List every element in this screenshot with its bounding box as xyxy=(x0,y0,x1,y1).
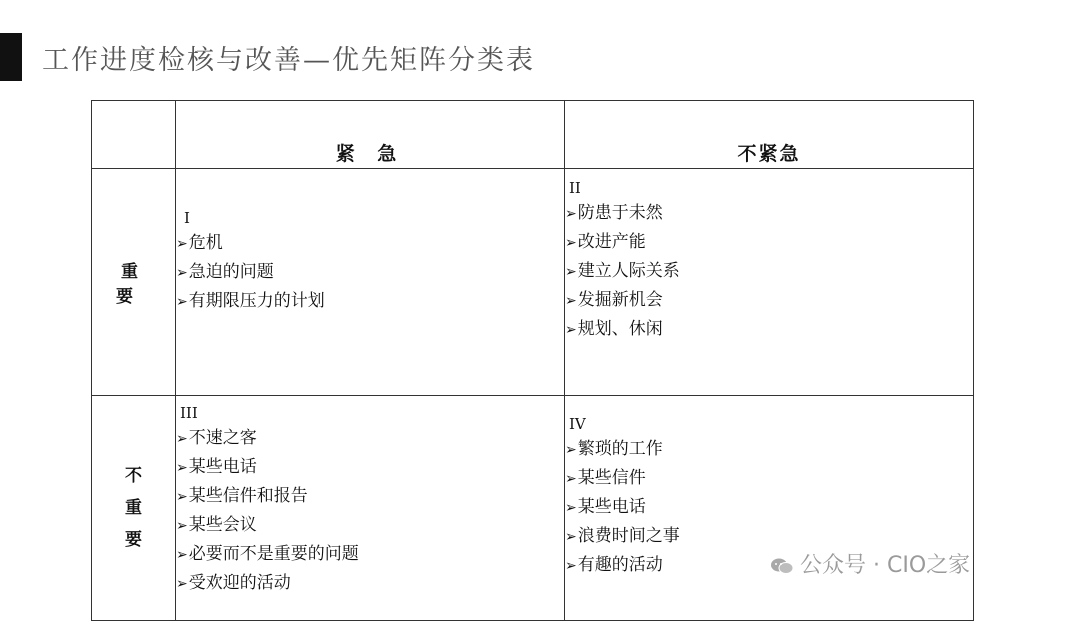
quadrant-4-item xyxy=(565,493,973,522)
header-row xyxy=(92,101,974,169)
watermark-text: 公众号 · CIO之家 xyxy=(800,553,971,578)
page-title: 工作进度检核与改善—优先矩阵分类表 xyxy=(42,45,535,76)
quadrant-1-numeral: I xyxy=(184,209,190,227)
quadrant-4-item xyxy=(565,464,973,493)
arrow-bullet-icon: ➢ xyxy=(176,431,188,447)
item-text: 有期限压力的计划 xyxy=(188,291,325,311)
item-text: 规划、休闲 xyxy=(577,319,663,339)
arrow-bullet-icon: ➢ xyxy=(176,576,188,592)
item-text: 防患于未然 xyxy=(577,203,663,223)
item-text: 改进产能 xyxy=(577,232,646,252)
quadrant-4 xyxy=(565,396,974,621)
quadrant-2-item xyxy=(565,257,973,286)
quadrant-4-numeral: IV xyxy=(569,415,586,433)
wechat-icon xyxy=(770,557,794,575)
watermark xyxy=(770,548,970,579)
header-urgent-cell xyxy=(176,101,565,169)
arrow-bullet-icon: ➢ xyxy=(565,235,577,251)
arrow-bullet-icon: ➢ xyxy=(565,264,577,280)
arrow-bullet-icon: ➢ xyxy=(565,442,577,458)
priority-matrix-table xyxy=(91,100,974,621)
arrow-bullet-icon: ➢ xyxy=(176,489,188,505)
quadrant-2-item xyxy=(565,199,973,228)
item-text: 某些信件 xyxy=(577,468,646,488)
quadrant-2-item xyxy=(565,228,973,257)
arrow-bullet-icon: ➢ xyxy=(565,471,577,487)
important-row xyxy=(92,169,974,396)
quadrant-3-item xyxy=(176,453,564,482)
arrow-bullet-icon: ➢ xyxy=(176,460,188,476)
item-text: 危机 xyxy=(188,233,223,253)
row-label-not-important: 不重要 xyxy=(92,396,176,621)
quadrant-4-item xyxy=(565,435,973,464)
item-text: 浪费时间之事 xyxy=(577,526,680,546)
item-text: 急迫的问题 xyxy=(188,262,274,282)
quadrant-3-item xyxy=(176,569,564,598)
corner-cell xyxy=(92,101,176,169)
arrow-bullet-icon: ➢ xyxy=(176,236,188,252)
quadrant-2-item xyxy=(565,315,973,344)
quadrant-3-numeral: III xyxy=(180,404,198,422)
item-text: 某些信件和报告 xyxy=(188,486,308,506)
item-text: 某些电话 xyxy=(188,457,257,477)
quadrant-1 xyxy=(176,169,565,396)
title-accent-bar xyxy=(0,33,22,81)
row-label-important: 重 要 xyxy=(92,169,176,396)
quadrant-4-item xyxy=(565,522,973,551)
arrow-bullet-icon: ➢ xyxy=(565,293,577,309)
item-text: 不速之客 xyxy=(188,428,257,448)
arrow-bullet-icon: ➢ xyxy=(565,322,577,338)
arrow-bullet-icon: ➢ xyxy=(176,547,188,563)
item-text: 发掘新机会 xyxy=(577,290,663,310)
item-text: 建立人际关系 xyxy=(577,261,680,281)
quadrant-3 xyxy=(176,396,565,621)
quadrant-1-item xyxy=(176,258,564,287)
quadrant-2 xyxy=(565,169,974,396)
item-text: 受欢迎的活动 xyxy=(188,573,291,593)
arrow-bullet-icon: ➢ xyxy=(176,518,188,534)
header-urgent: 紧 急 xyxy=(335,143,405,165)
item-text: 某些会议 xyxy=(188,515,257,535)
quadrant-2-numeral: II xyxy=(569,179,581,197)
arrow-bullet-icon: ➢ xyxy=(176,294,188,310)
quadrant-1-item xyxy=(176,287,564,316)
arrow-bullet-icon: ➢ xyxy=(565,206,577,222)
arrow-bullet-icon: ➢ xyxy=(565,500,577,516)
header-not-urgent-cell xyxy=(565,101,974,169)
arrow-bullet-icon: ➢ xyxy=(176,265,188,281)
arrow-bullet-icon: ➢ xyxy=(565,529,577,545)
quadrant-3-item xyxy=(176,540,564,569)
quadrant-1-item xyxy=(176,229,564,258)
item-text: 有趣的活动 xyxy=(577,555,663,575)
not-important-row xyxy=(92,396,974,621)
quadrant-3-item xyxy=(176,482,564,511)
item-text: 繁琐的工作 xyxy=(577,439,663,459)
item-text: 必要而不是重要的问题 xyxy=(188,544,359,564)
item-text: 某些电话 xyxy=(577,497,646,517)
quadrant-3-item xyxy=(176,424,564,453)
quadrant-3-item xyxy=(176,511,564,540)
quadrant-2-item xyxy=(565,286,973,315)
arrow-bullet-icon: ➢ xyxy=(565,558,577,574)
header-not-urgent: 不紧急 xyxy=(737,143,801,165)
